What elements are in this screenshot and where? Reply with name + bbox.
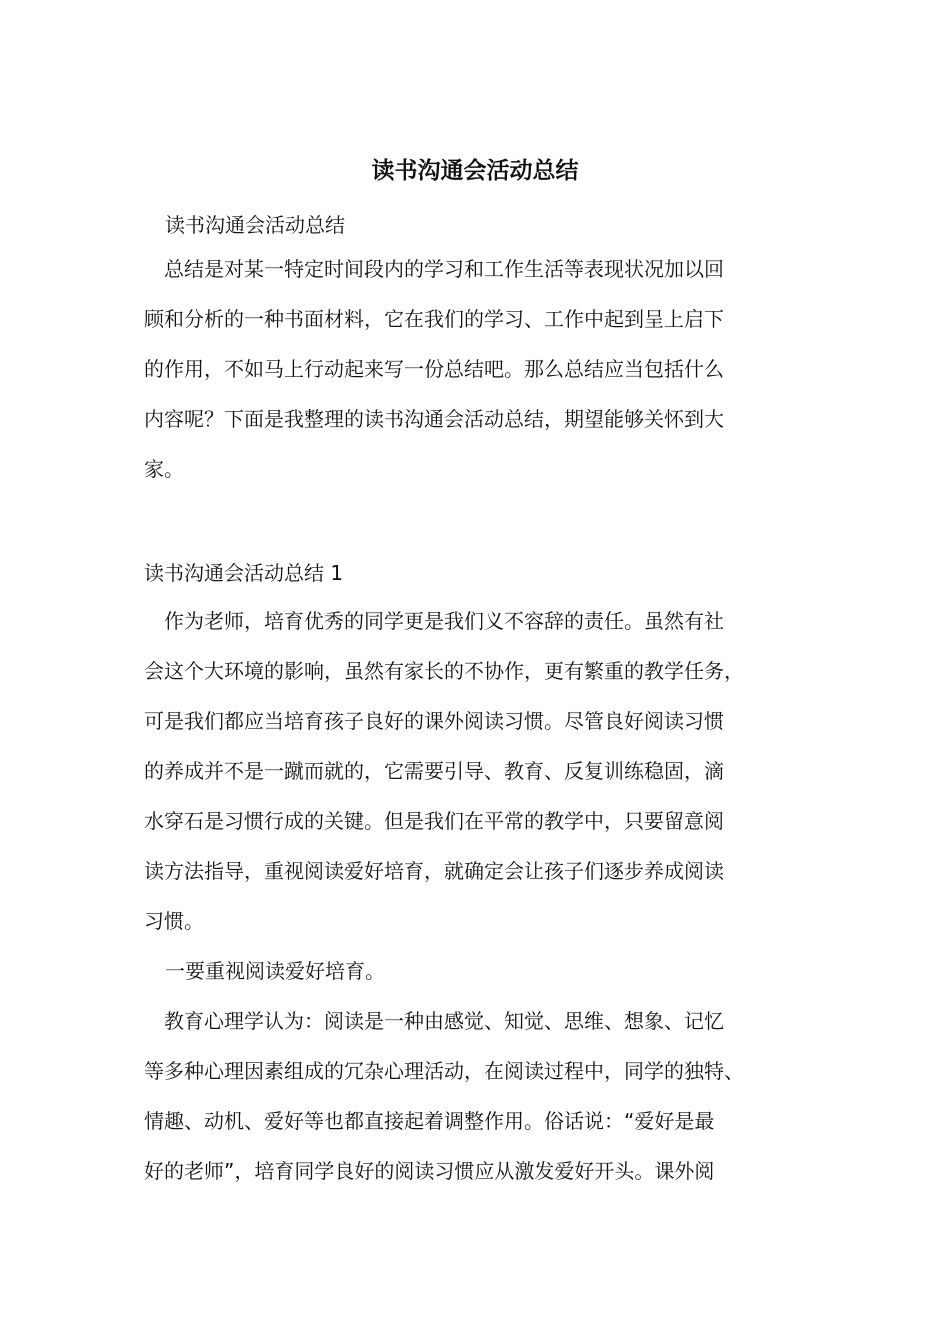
document-subtitle: 读书沟通会活动总结 xyxy=(165,213,345,237)
intro-line: 的作用，不如马上行动起来写一份总结吧。那么总结应当包括什么 xyxy=(144,357,724,381)
section-heading: 读书沟通会活动总结 1 xyxy=(144,561,344,585)
psychology-paragraph xyxy=(144,996,834,1196)
section-line: 水穿石是习惯行成的关键。但是我们在平常的教学中，只要留意阅 xyxy=(144,809,724,833)
intro-line: 总结是对某一特定时间段内的学习和工作生活等表现状况加以回 xyxy=(144,257,724,281)
intro-paragraph xyxy=(144,244,834,494)
section-line: 作为老师，培育优秀的同学更是我们义不容辞的责任。虽然有社 xyxy=(144,609,724,633)
document-title: 读书沟通会活动总结 xyxy=(371,158,579,184)
intro-line: 内容呢？下面是我整理的读书沟通会活动总结，期望能够关怀到大 xyxy=(144,407,724,431)
section-line: 的养成并不是一蹴而就的，它需要引导、教育、反复训练稳固，滴 xyxy=(144,759,724,783)
section-line: 习惯。 xyxy=(144,909,204,933)
intro-line: 顾和分析的一种书面材料，它在我们的学习、工作中起到呈上启下 xyxy=(144,307,724,331)
psychology-line: 等多种心理因素组成的冗杂心理活动，在阅读过程中，同学的独特、 xyxy=(144,1059,744,1083)
psychology-line: 情趣、动机、爱好等也都直接起着调整作用。俗话说：“爱好是最 xyxy=(144,1109,715,1133)
psychology-line: 教育心理学认为：阅读是一种由感觉、知觉、思维、想象、记忆 xyxy=(144,1009,724,1033)
point-one: 一要重视阅读爱好培育。 xyxy=(165,959,385,983)
section-line: 可是我们都应当培育孩子良好的课外阅读习惯。尽管良好阅读习惯 xyxy=(144,709,724,733)
section-line: 会这个大环境的影响，虽然有家长的不协作，更有繁重的教学任务， xyxy=(144,659,744,683)
section-paragraph xyxy=(144,596,834,946)
intro-line: 家。 xyxy=(144,457,184,481)
section-line: 读方法指导，重视阅读爱好培育，就确定会让孩子们逐步养成阅读 xyxy=(144,859,724,883)
psychology-line: 好的老师”，培育同学良好的阅读习惯应从激发爱好开头。课外阅 xyxy=(144,1159,715,1183)
